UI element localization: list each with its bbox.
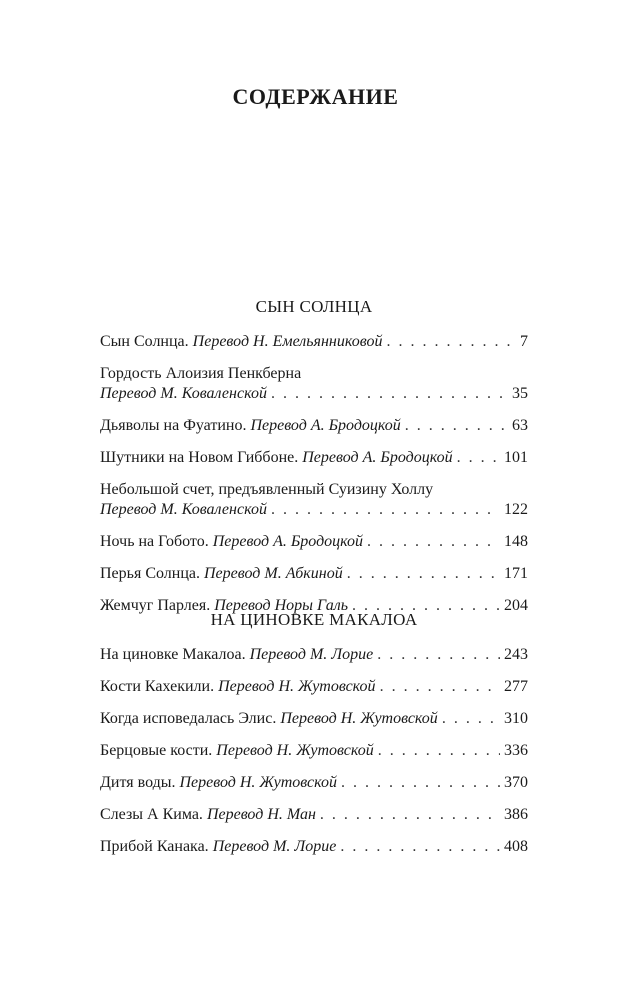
entry-translator: Перевод М. Коваленской bbox=[100, 501, 267, 518]
entry-page: 148 bbox=[504, 533, 528, 550]
entry-title: Шутники на Новом Гиббоне. bbox=[100, 449, 299, 466]
toc-entry[interactable] bbox=[100, 448, 528, 468]
entry-translator: Перевод М. Лорие bbox=[249, 646, 374, 663]
entry-translator: Перевод А. Бродоцкой bbox=[302, 449, 453, 466]
dot-leader bbox=[378, 741, 500, 761]
dot-leader bbox=[271, 500, 500, 520]
entry-page: 277 bbox=[504, 678, 528, 695]
page-title: СОДЕРЖАНИЕ bbox=[232, 84, 399, 109]
entry-translator: Перевод Н. Жутовской bbox=[218, 678, 376, 695]
entry-translator: Перевод Н. Жутовской bbox=[216, 742, 374, 759]
dot-leader bbox=[340, 837, 500, 857]
dot-leader bbox=[271, 384, 508, 404]
entry-title: Прибой Канака. bbox=[100, 838, 209, 855]
entry-title: Дитя воды. bbox=[100, 774, 176, 791]
entry-page: 122 bbox=[504, 501, 528, 518]
toc-entry[interactable] bbox=[100, 773, 528, 793]
entry-page: 386 bbox=[504, 806, 528, 823]
toc-entry[interactable] bbox=[100, 332, 528, 352]
entry-page: 101 bbox=[504, 449, 528, 466]
toc-entry[interactable] bbox=[100, 741, 528, 761]
entry-page: 171 bbox=[504, 565, 528, 582]
entry-page: 370 bbox=[504, 774, 528, 791]
section-heading: СЫН СОЛНЦА bbox=[255, 297, 373, 316]
dot-leader bbox=[405, 416, 508, 436]
entry-title: Ночь на Гобото. bbox=[100, 533, 209, 550]
entry-title: Сын Солнца. bbox=[100, 333, 189, 350]
entry-translator: Перевод Н. Жутовской bbox=[179, 774, 337, 791]
toc-entry[interactable] bbox=[100, 480, 528, 520]
entry-title: На циновке Макалоа. bbox=[100, 646, 246, 663]
entry-page: 408 bbox=[504, 838, 528, 855]
dot-leader bbox=[347, 564, 500, 584]
entry-translator: Перевод А. Бродоцкой bbox=[250, 417, 401, 434]
entry-page: 336 bbox=[504, 742, 528, 759]
dot-leader bbox=[377, 645, 500, 665]
entry-translator: Перевод М. Коваленской bbox=[100, 385, 267, 402]
entry-translator: Перевод Н. Ман bbox=[206, 806, 316, 823]
entry-page: 35 bbox=[512, 385, 528, 402]
toc-entry[interactable] bbox=[100, 709, 528, 729]
toc-section-2 bbox=[100, 609, 528, 869]
toc-section-1 bbox=[100, 296, 528, 628]
entry-translator: Перевод Норы Галь bbox=[214, 597, 348, 614]
entry-title: Дьяволы на Фуатино. bbox=[100, 417, 247, 434]
toc-entry[interactable] bbox=[100, 564, 528, 584]
toc-entry[interactable] bbox=[100, 645, 528, 665]
dot-leader bbox=[386, 332, 516, 352]
entry-title: Гордость Алоизия Пенкберна bbox=[100, 365, 302, 382]
entry-page: 63 bbox=[512, 417, 528, 434]
entry-page: 243 bbox=[504, 646, 528, 663]
entry-title: Жемчуг Парлея. bbox=[100, 597, 211, 614]
dot-leader bbox=[320, 805, 500, 825]
toc-entry[interactable] bbox=[100, 416, 528, 436]
entry-title: Небольшой счет, предъявленный Суизину Холлу bbox=[100, 481, 434, 498]
toc-entry[interactable] bbox=[100, 532, 528, 552]
entry-translator: Перевод М. Лорие bbox=[212, 838, 337, 855]
entry-translator: Перевод А. Бродоцкой bbox=[212, 533, 364, 550]
dot-leader bbox=[367, 532, 500, 552]
toc-entry[interactable] bbox=[100, 364, 528, 404]
entry-title: Кости Кахекили. bbox=[100, 678, 215, 695]
toc-entry[interactable] bbox=[100, 805, 528, 825]
toc-entry[interactable] bbox=[100, 837, 528, 857]
entry-translator: Перевод М. Абкиной bbox=[203, 565, 343, 582]
entry-title: Берцовые кости. bbox=[100, 742, 213, 759]
dot-leader bbox=[442, 709, 500, 729]
dot-leader bbox=[380, 677, 500, 697]
section-heading: НА ЦИНОВКЕ МАКАЛОА bbox=[210, 610, 418, 629]
entry-page: 7 bbox=[520, 333, 528, 350]
entry-title: Перья Солнца. bbox=[100, 565, 200, 582]
entry-title: Когда исповедалась Элис. bbox=[100, 710, 277, 727]
toc-entry[interactable] bbox=[100, 677, 528, 697]
entry-page: 310 bbox=[504, 710, 528, 727]
entry-translator: Перевод Н. Емельянниковой bbox=[192, 333, 383, 350]
dot-leader bbox=[341, 773, 500, 793]
entry-title: Слезы А Кима. bbox=[100, 806, 203, 823]
dot-leader bbox=[457, 448, 500, 468]
entry-translator: Перевод Н. Жутовской bbox=[280, 710, 438, 727]
entry-page: 204 bbox=[504, 597, 528, 614]
